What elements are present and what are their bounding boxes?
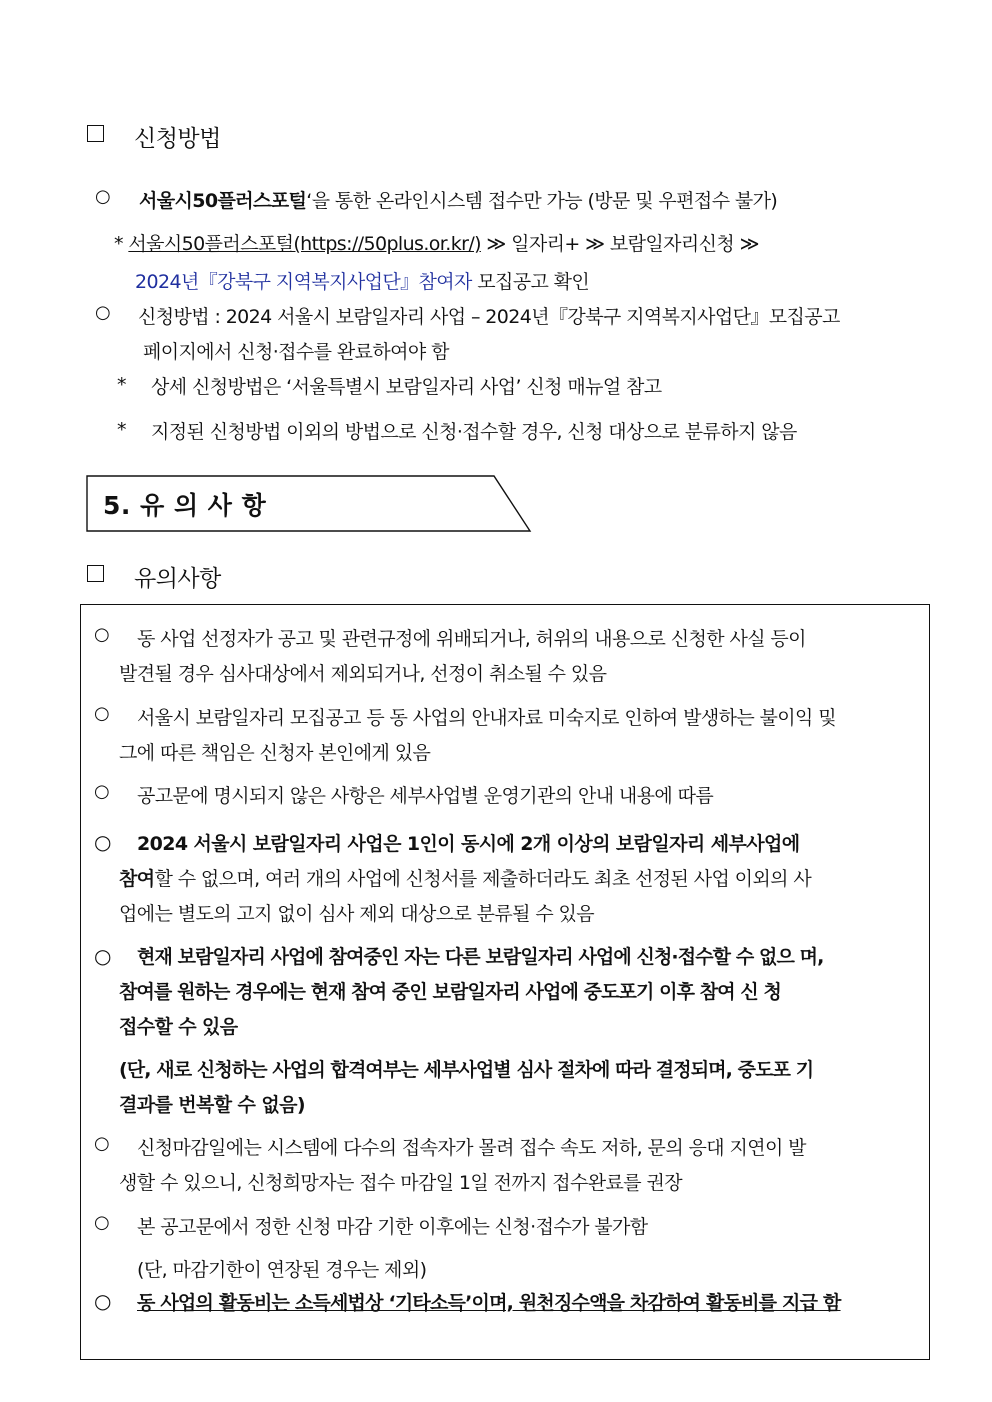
bullet-circle: ○ bbox=[94, 944, 112, 968]
notice-item-5-line5: 결과를 번복할 수 없음) bbox=[119, 1094, 305, 1116]
notice-item-5-line2: 참여를 원하는 경우에는 현재 참여 중인 보람일자리 사업에 중도포기 이후 참여 신 청 bbox=[119, 981, 782, 1003]
bullet-circle: ○ bbox=[94, 703, 110, 724]
notice-item-2-line2: 그에 따른 책임은 신청자 본인에게 있음 bbox=[119, 742, 431, 764]
notice-item-2-line1: 서울시 보람일자리 모집공고 등 동 사업의 안내자료 미숙지로 인하여 발생하는 불이익 및 bbox=[137, 707, 836, 729]
apply-note-1-line2: 2024년『강북구 지역복지사업단』참여자 모집공고 확인 bbox=[135, 271, 590, 293]
bullet-circle: ○ bbox=[94, 624, 110, 645]
apply-star-note-2: 지정된 신청방법 이외의 방법으로 신청·접수할 경우, 신청 대상으로 분류하지 않음 bbox=[151, 421, 797, 443]
star-marker: * bbox=[117, 419, 126, 441]
notice-item-3-line1: 공고문에 명시되지 않은 사항은 세부사업별 운영기관의 안내 내용에 따름 bbox=[137, 785, 714, 807]
apply-note-1: * 서울시50플러스포털(https://50plus.or.kr/) ≫ 일자리+ ≫ 보람일자리신청 ≫ bbox=[114, 233, 759, 255]
notice-item-5-line1: 현재 보람일자리 사업에 참여중인 자는 다른 보람일자리 사업에 신청·접수할 수 없으 며, bbox=[137, 946, 824, 968]
notice-item-4-line1: 2024 서울시 보람일자리 사업은 1인이 동시에 2개 이상의 보람일자리 세부사업에 bbox=[137, 833, 800, 855]
bullet-circle: ○ bbox=[94, 1133, 110, 1154]
apply-bullet-2-line2: 페이지에서 신청·접수를 완료하여야 함 bbox=[143, 341, 449, 363]
apply-bullet-2-line1: 신청방법 : 2024 서울시 보람일자리 사업 – 2024년『강북구 지역복지사업단』모집공고 bbox=[138, 306, 840, 328]
checkbox-square-icon bbox=[87, 125, 104, 142]
section-5-title: 5. 유 의 사 항 bbox=[103, 491, 267, 520]
bullet-circle: ○ bbox=[94, 830, 112, 854]
bullet-circle: ○ bbox=[94, 1212, 110, 1233]
portal-link[interactable]: 서울시50플러스포털(https://50plus.or.kr/) bbox=[128, 233, 481, 255]
apply-star-note-1: 상세 신청방법은 ‘서울특별시 보람일자리 사업’ 신청 매뉴얼 참고 bbox=[151, 376, 662, 398]
notice-item-6-line1: 신청마감일에는 시스템에 다수의 접속자가 몰려 접수 속도 저하, 문의 응대 지연이 발 bbox=[137, 1137, 806, 1159]
apply-bullet-1: 서울시50플러스포털‘을 통한 온라인시스템 접수만 가능 (방문 및 우편접수 불가) bbox=[139, 190, 778, 212]
apply-heading: 신청방법 bbox=[134, 126, 221, 152]
notice-item-1-line1: 동 사업 선정자가 공고 및 관련규정에 위배되거나, 허위의 내용으로 신청한 사실 등이 bbox=[137, 628, 806, 650]
bullet-circle: ○ bbox=[95, 186, 111, 207]
portal-name: 서울시50플러스포털 bbox=[139, 190, 307, 212]
notice-item-8-line1: 동 사업의 활동비는 소득세법상 ‘기타소득’이며, 원천징수액을 차감하여 활동비를 지급 함 bbox=[137, 1292, 841, 1314]
star-marker: * bbox=[117, 374, 126, 396]
recruit-notice-title: 2024년『강북구 지역복지사업단』참여자 bbox=[135, 271, 472, 293]
notice-item-6-line2: 생할 수 있으니, 신청희망자는 접수 마감일 1일 전까지 접수완료를 권장 bbox=[119, 1172, 682, 1194]
notice-item-7-line1: 본 공고문에서 정한 신청 마감 기한 이후에는 신청·접수가 불가함 bbox=[137, 1216, 648, 1238]
notice-item-1-line2: 발견될 경우 심사대상에서 제외되거나, 선정이 취소될 수 있음 bbox=[119, 663, 607, 685]
checkbox-square-icon bbox=[87, 565, 104, 582]
bullet-circle: ○ bbox=[95, 302, 111, 323]
bullet-circle: ○ bbox=[94, 781, 110, 802]
notice-item-4-line2: 참여할 수 없으며, 여러 개의 사업에 신청서를 제출하더라도 최초 선정된 사업 이외의 사 bbox=[119, 868, 812, 890]
notice-item-5-line4: (단, 새로 신청하는 사업의 합격여부는 세부사업별 심사 절차에 따라 결정되며, 중도포 기 bbox=[119, 1059, 814, 1081]
notice-item-7-line2: (단, 마감기한이 연장된 경우는 제외) bbox=[137, 1259, 427, 1281]
notice-heading: 유의사항 bbox=[134, 566, 221, 592]
notice-item-4-line3: 업에는 별도의 고지 없이 심사 제외 대상으로 분류될 수 있음 bbox=[119, 903, 595, 925]
notice-item-5-line3: 접수할 수 있음 bbox=[119, 1016, 238, 1038]
bullet-circle: ○ bbox=[94, 1289, 112, 1313]
